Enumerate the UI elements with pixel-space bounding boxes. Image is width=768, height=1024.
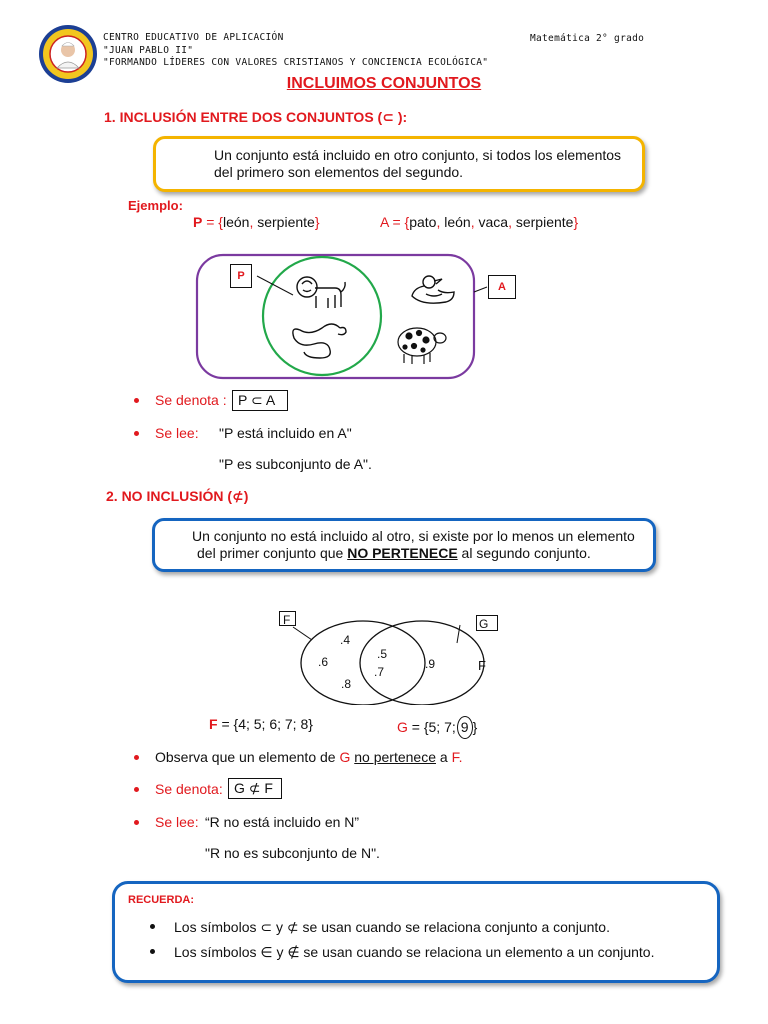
lee-label-2: Se lee: <box>155 814 199 830</box>
cow-icon <box>398 328 446 364</box>
page-title: INCLUIMOS CONJUNTOS <box>286 75 482 92</box>
set-g-elements: = {5; 7; <box>407 719 456 735</box>
denota-expression-1: P ⊂ A <box>232 390 288 411</box>
definition-text-line-2: del primer conjunto que NO PERTENECE al segundo conjunto. <box>197 545 591 561</box>
subject-label: Matemática <box>530 33 591 44</box>
set-p-item: león <box>222 214 250 230</box>
venn-side-label-f: F <box>478 658 486 673</box>
venn-element: .5 <box>377 647 388 661</box>
section-2-heading: 2. NO INCLUSIÓN (⊄) <box>106 488 249 504</box>
definition-text-line-1: Un conjunto no está incluido al otro, si existe por lo menos un elemento <box>192 528 635 544</box>
bullet <box>150 924 155 929</box>
recuerda-item-1: Los símbolos ⊂ y ⊄ se usan cuando se relaciona conjunto a conjunto. <box>174 919 610 935</box>
definition-text-line-1: Un conjunto está incluido en otro conjunto, si todos los elementos <box>214 147 622 163</box>
diagram-label-p: P <box>230 264 252 288</box>
recuerda-item-2: Los símbolos ∈ y ∉ se usan cuando se relaciona un elemento a un conjunto. <box>174 944 655 960</box>
recuerda-box <box>112 881 720 983</box>
bullet <box>134 787 139 792</box>
snake-icon <box>293 324 346 358</box>
example-label: Ejemplo: <box>128 198 183 213</box>
bullet <box>134 755 139 760</box>
lee-text-2a: “R no está incluido en N” <box>205 814 360 830</box>
definition-box-no-inclusion <box>152 518 656 572</box>
definition-box-inclusion <box>153 136 645 192</box>
set-g-definition: G = {5; 7; 9 } <box>397 716 477 739</box>
venn-element: .4 <box>340 633 351 647</box>
denota-label-1: Se denota : <box>155 392 227 408</box>
denota-label-2: Se denota: <box>155 781 223 797</box>
lion-icon <box>297 277 345 308</box>
section-1-heading: 1. INCLUSIÓN ENTRE DOS CONJUNTOS (⊂ ): <box>104 109 408 125</box>
set-a-item: serpiente <box>515 214 574 230</box>
bullet <box>134 398 139 403</box>
set-a-item: león <box>444 214 471 230</box>
lee-text-1a: "P está incluido en A" <box>219 425 352 441</box>
bullet <box>134 820 139 825</box>
bullet <box>134 431 139 436</box>
set-f-name: F <box>209 716 218 732</box>
set-p-definition: P = {león, serpiente} <box>193 214 320 230</box>
set-a-name: A <box>380 214 389 230</box>
set-p-eq: = { <box>202 214 223 230</box>
circled-element: 9 <box>457 716 473 739</box>
set-p-item: serpiente <box>257 214 315 230</box>
bullet <box>150 949 155 954</box>
recuerda-title: RECUERDA: <box>128 894 194 906</box>
venn-label-f: F <box>279 611 296 626</box>
set-p-name: P <box>193 214 203 230</box>
diagram-label-a: A <box>488 275 516 299</box>
symbols-subset: ⊂ y ⊄ <box>260 919 299 935</box>
set-a-definition: A = {pato, león, vaca, serpiente} <box>380 214 579 230</box>
set-a-item: vaca <box>478 214 509 230</box>
lee-text-2b: "R no es subconjunto de N". <box>205 845 380 861</box>
grade-label: 2° grado <box>596 33 645 44</box>
school-name: CENTRO EDUCATIVO DE APLICACIÓN <box>103 32 284 43</box>
set-a-item: pato <box>409 214 437 230</box>
school-motto: "FORMANDO LÍDERES CON VALORES CRISTIANOS Y CONCIENCIA ECOLÓGICA" <box>103 57 489 68</box>
set-g-name: G <box>397 719 408 735</box>
set-g-circle <box>360 621 484 705</box>
duck-icon <box>412 276 454 303</box>
denota-expression-2: G ⊄ F <box>228 778 282 799</box>
lee-text-1b: "P es subconjunto de A". <box>219 456 372 472</box>
lee-label-1: Se lee: <box>155 425 199 441</box>
venn-label-g: G <box>476 615 498 631</box>
definition-text-line-2: del primero son elementos del segundo. <box>214 164 464 180</box>
definition-emphasis: NO PERTENECE <box>347 545 458 561</box>
venn-diagram <box>275 605 505 705</box>
venn-element: .8 <box>341 677 352 691</box>
venn-element: .9 <box>425 657 436 671</box>
set-f-definition <box>209 716 313 733</box>
venn-element: .7 <box>374 665 385 679</box>
observa-text: Observa que un elemento de G no pertenece a F. <box>155 749 463 765</box>
symbols-element: ∈ y ∉ <box>260 944 300 960</box>
venn-element: .6 <box>318 655 329 669</box>
school-patron: "JUAN PABLO II" <box>103 45 194 56</box>
set-f-elements: = {4; 5; 6; 7; 8} <box>217 716 313 732</box>
